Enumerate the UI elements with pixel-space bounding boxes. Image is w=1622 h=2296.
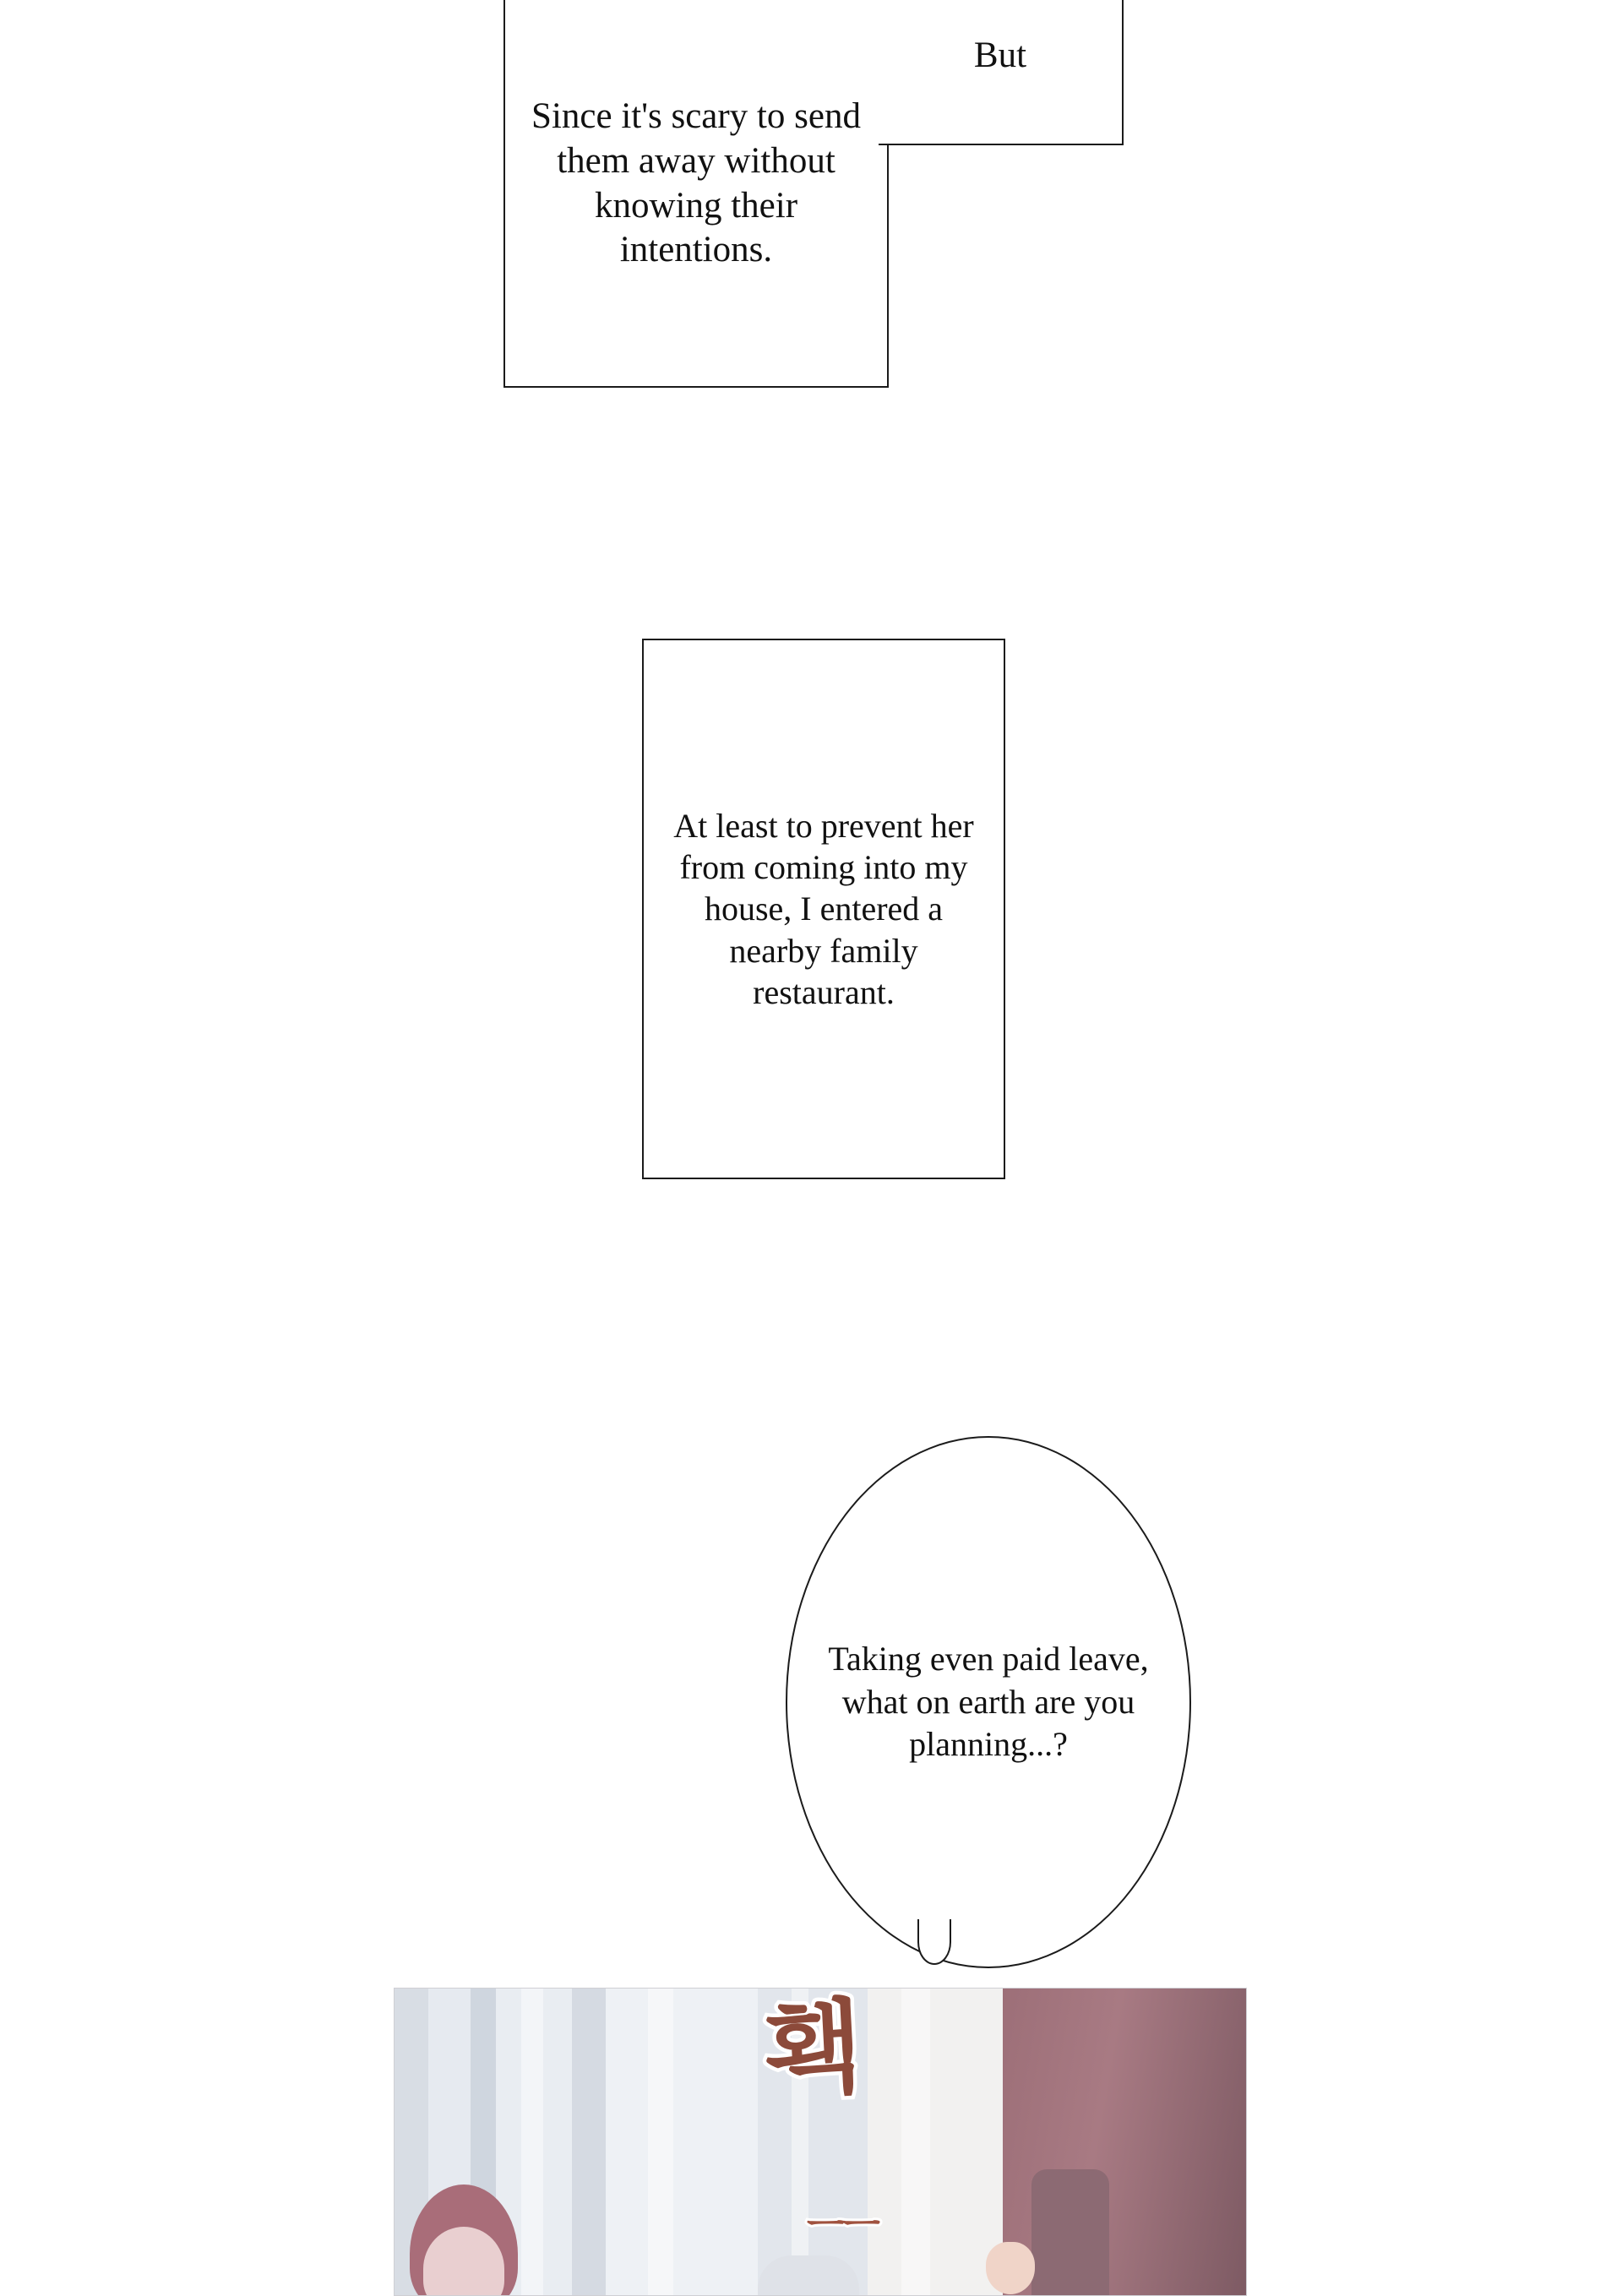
- speech-balloon-planning: Taking even paid leave, what on earth are you planning...?: [786, 1436, 1191, 1968]
- character-center-head: [758, 2255, 859, 2296]
- sfx-small-text: ㅡㅡ: [807, 2203, 879, 2247]
- window-blind-slat: [648, 1989, 673, 2295]
- character-right-leg: [1031, 2169, 1109, 2296]
- narration-box-restaurant: At least to prevent her from coming into my house, I entered a nearby family restaurant.: [642, 639, 1005, 1179]
- sfx-main-text: 홱: [762, 1990, 864, 2108]
- character-right-hand: [986, 2242, 1035, 2294]
- narration-box-but: But: [879, 0, 1124, 145]
- window-blind-slat: [901, 1989, 930, 2295]
- narration-box-joint: [875, 0, 884, 118]
- window-blind-slat: [521, 1989, 543, 2295]
- narration-box-scary: Since it's scary to send them away without knowing their intentions.: [503, 0, 889, 388]
- speech-balloon-tail-cover: [921, 1911, 950, 1924]
- speech-balloon-tail: [917, 1919, 951, 1965]
